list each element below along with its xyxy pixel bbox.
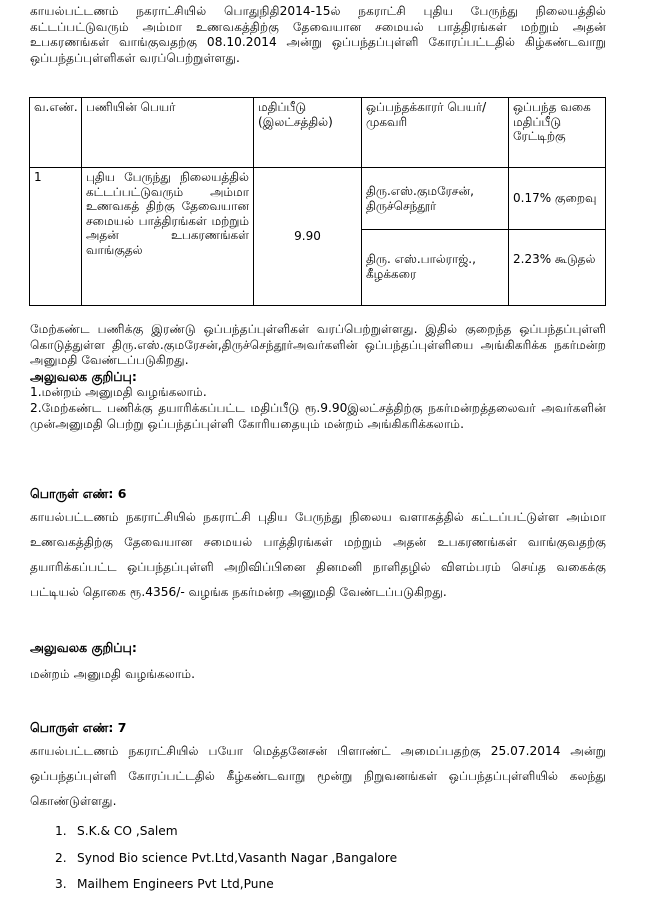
office-note-heading-1: அலுவலக குறிப்பு:: [30, 369, 137, 384]
subject-7-text: காயல்பட்டணம் நகராட்சியில் பயோ மெத்தனேசன் பிளாண்ட் அமைப்பதற்கு 25.07.2014 அன்று ஒப்பந்தப்புள்ளி கோரப்பட்டதில் கீழ்கண்டவாறு மூன்று நிறுவனங்கள் ஒப்பந்தப்புள்ளியில் கலந்து கொண்டுள்ளது.: [30, 744, 606, 808]
office-note-1a: 1.மன்றம் அனுமதி வழங்கலாம்.: [30, 385, 207, 399]
header-contractor: ஒப்பந்தக்காரர் பெயர்/முகவரி: [362, 98, 509, 168]
cell-estimate: 9.90: [254, 168, 362, 306]
cell-work: புதிய பேருந்து நிலையத்தில் கட்டப்பட்டுவரும் அம்மா உணவகத் திற்கு தேவையான சமையல் பாத்திரங்கள் மற்றும் அதன் உபகரணங்கள் வாங்குதல்: [82, 168, 254, 306]
cell-bidder-1-name: திரு.எஸ்.குமரேசன், திருச்செந்தூர்: [362, 168, 509, 230]
cell-bidder-2-name: திரு. எஸ்.பால்ராஜ்., கீழக்கரை: [362, 230, 509, 306]
header-sno: வ.எண்.: [30, 98, 82, 168]
office-note-1b: 2.மேற்கண்ட பணிக்கு தயாரிக்கப்பட்ட மதிப்பீடு ரூ.9.90இலட்சத்திற்கு நகர்மன்றத்தலைவர் அவர்களின் முன்அனுமதி பெற்று ஒப்பந்தப்புள்ளி கோரியதையும் மன்றம் அங்கிகரிக்கலாம்.: [30, 401, 606, 431]
cell-bidder-1-rate: 0.17% குறைவு: [509, 168, 606, 230]
list-item: 1. S.K.& CO ,Salem: [55, 824, 178, 838]
table-header-row: [30, 98, 606, 168]
table-row: [30, 168, 606, 230]
office-note-2: மன்றம் அனுமதி வழங்கலாம்.: [30, 667, 196, 681]
tender-table: [29, 97, 606, 306]
header-work: பணியின் பெயர்: [82, 98, 254, 168]
company-list: [55, 818, 397, 898]
header-rate: ஒப்பந்த வகை மதிப்பீடு ரேட்டிற்கு: [509, 98, 606, 168]
cell-bidder-2-rate: 2.23% கூடுதல்: [509, 230, 606, 306]
intro-paragraph: காயல்பட்டணம் நகராட்சியில் பொதுநிதி2014-15ல் நகராட்சி புதிய பேருந்து நிலையத்தில் கட்டப்பட்டுவரும் அம்மா உணவகத்திற்கு தேவையான சமையல் பாத்திரங்கள் மற்றும் அதன் உபகரணங்கள் வாங்குவதற்கு 08.10.2014 அன்று ஒப்பந்தப்புள்ளி கோரப்பட்டதில் கிழ்கண்டவாறு ஒப்பந்தப்புள்ளிகள் வரப்பெற்றுள்ளது.: [30, 4, 606, 65]
cell-sno: 1: [30, 168, 82, 306]
list-item: 3. Mailhem Engineers Pvt Ltd,Pune: [55, 877, 274, 891]
list-item: 2. Synod Bio science Pvt.Ltd,Vasanth Nagar ,Bangalore: [55, 850, 398, 865]
office-note-heading-2: அலுவலக குறிப்பு:: [30, 640, 137, 655]
after-table-paragraph: மேற்கண்ட பணிக்கு இரண்டு ஒப்பந்தப்புள்ளிகள் வரப்பெற்றுள்ளது. இதில் குறைந்த ஒப்பந்தப்புள்ளி கொடுத்துள்ள திரு.எஸ்.குமரேசன்,திருச்செந்தூர்அவர்களின் ஒப்பந்தப்புள்ளியை அங்கிகரிக்க நகர்மன்ற அனுமதி வேண்டப்படுகிறது.: [30, 322, 606, 367]
subject-6-heading: பொருள் எண்: 6: [30, 486, 127, 501]
subject-7-heading: பொருள் எண்: 7: [30, 720, 127, 735]
header-estimate: மதிப்பீடு (இலட்சத்தில்): [254, 98, 362, 168]
subject-6-text: காயல்பட்டணம் நகராட்சியில் நகராட்சி புதிய பேருந்து நிலைய வளாகத்தில் கட்டப்பட்டுள்ள அம்மா உணவகத்திற்கு தேவையான சமையல் பாத்திரங்கள் மற்றும் அதன் உபகரணங்கள் வாங்குவதற்கு தயாரிக்கப்பட்ட ஒப்பந்தப்புள்ளி அறிவிப்பினை தினமனி நாளிதழில் விளம்பரம் செய்த வகைக்கு பட்டியல் தொகை ரூ.4356/- வழங்க நகர்மன்ற அனுமதி வேண்டப்படுகிறது.: [30, 510, 606, 599]
